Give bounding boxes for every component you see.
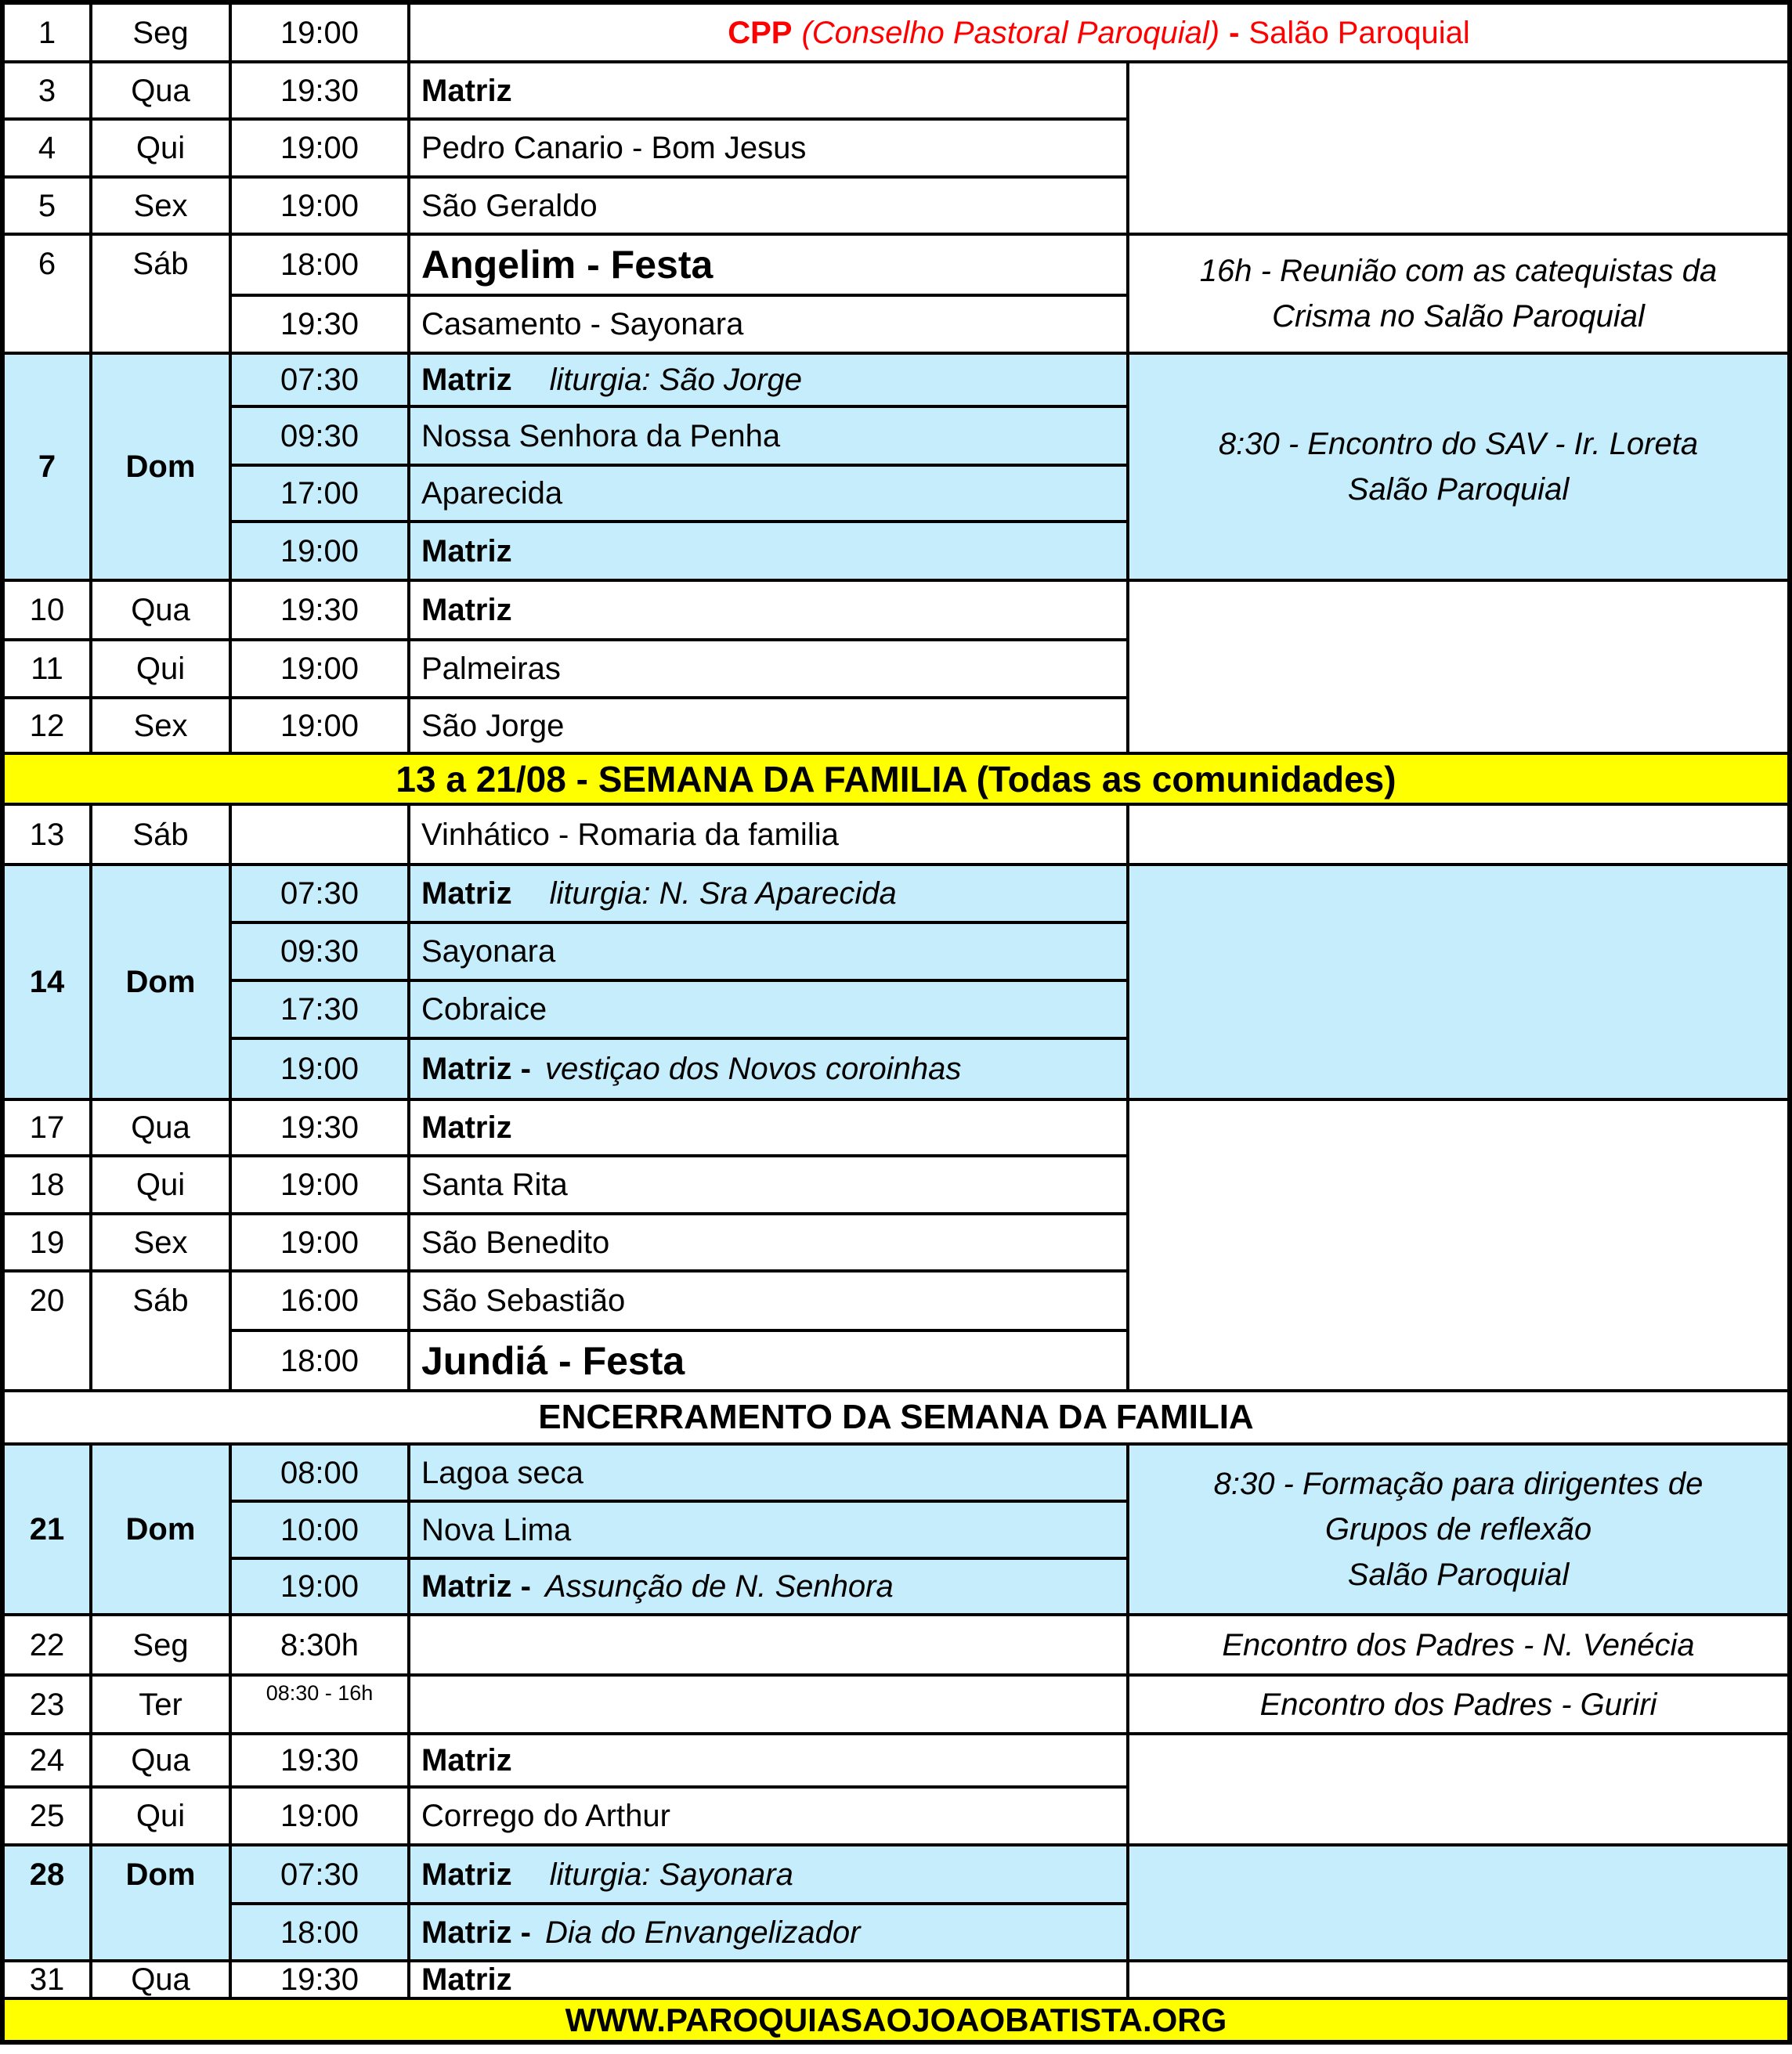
notes-empty (1129, 866, 1787, 1101)
event: Lagoa seca (410, 1446, 1129, 1503)
note-line: Crisma no Salão Paroquial (1272, 299, 1645, 334)
time: 19:00 (232, 5, 410, 63)
time: 09:30 (232, 924, 410, 982)
day-number: 18 (5, 1157, 92, 1215)
website-banner: WWW.PAROQUIASAOJOAOBATISTA.ORG (5, 2000, 1787, 2040)
event (410, 1560, 1129, 1616)
time: 08:30 - 16h (232, 1677, 410, 1735)
notes-empty (1129, 1962, 1787, 2000)
day-number: 5 (5, 179, 92, 236)
time: 8:30h (232, 1616, 410, 1677)
notes-empty (1129, 1735, 1787, 1846)
day-number: 11 (5, 641, 92, 699)
day-number: 1 (5, 5, 92, 63)
day-number: 4 (5, 121, 92, 179)
event: Sayonara (410, 924, 1129, 982)
time: 19:00 (232, 641, 410, 699)
event: Angelim - Festa (410, 236, 1129, 297)
time: 19:00 (232, 1215, 410, 1272)
event-main: Matriz - (421, 1915, 531, 1950)
event: Nossa Senhora da Penha (410, 408, 1129, 467)
day-number: 22 (5, 1616, 92, 1677)
event-detail: liturgia: São Jorge (549, 363, 802, 397)
event: Vinhático - Romaria da familia (410, 806, 1129, 866)
day-number: 10 (5, 582, 92, 641)
time: 19:00 (232, 1040, 410, 1101)
event: Corrego do Arthur (410, 1789, 1129, 1846)
event: Matriz (410, 523, 1129, 582)
notes-empty (1129, 1101, 1787, 1392)
event-main: Matriz - (421, 1052, 531, 1086)
time: 10:00 (232, 1503, 410, 1560)
time: 18:00 (232, 1905, 410, 1962)
event: Santa Rita (410, 1157, 1129, 1215)
day-number: 19 (5, 1215, 92, 1272)
weekday: Seg (92, 5, 232, 63)
cpp-paren: (Conselho Pastoral Paroquial) (801, 15, 1220, 50)
day-number: 21 (5, 1446, 92, 1616)
event (410, 355, 1129, 408)
time: 07:30 (232, 866, 410, 924)
notes-empty (1129, 63, 1787, 236)
event-main: Matriz (421, 1857, 512, 1892)
cpp-place: Salão Paroquial (1248, 15, 1470, 50)
day-number: 25 (5, 1789, 92, 1846)
event: São Geraldo (410, 179, 1129, 236)
time: 17:30 (232, 982, 410, 1040)
weekday: Ter (92, 1677, 232, 1735)
day-number: 23 (5, 1677, 92, 1735)
time: 19:30 (232, 297, 410, 355)
weekday: Dom (92, 355, 232, 582)
weekday: Sáb (92, 806, 232, 866)
event: Matriz (410, 582, 1129, 641)
weekday: Dom (92, 1446, 232, 1616)
weekday: Qui (92, 1789, 232, 1846)
event (410, 1677, 1129, 1735)
notes (1129, 236, 1787, 355)
weekday: Qui (92, 641, 232, 699)
event-main: Matriz (421, 876, 512, 911)
notes (1129, 1677, 1787, 1735)
event (410, 1905, 1129, 1962)
encerramento-banner: ENCERRAMENTO DA SEMANA DA FAMILIA (5, 1392, 1787, 1446)
cpp-dash: - (1229, 15, 1240, 50)
event: São Jorge (410, 699, 1129, 755)
time: 16:00 (232, 1272, 410, 1332)
time: 19:30 (232, 1101, 410, 1157)
time: 19:00 (232, 121, 410, 179)
weekday: Sex (92, 179, 232, 236)
time: 19:00 (232, 523, 410, 582)
event: Pedro Canario - Bom Jesus (410, 121, 1129, 179)
notes-empty (1129, 806, 1787, 866)
time: 18:00 (232, 1332, 410, 1392)
event-detail: vestiçao dos Novos coroinhas (545, 1052, 962, 1086)
event (410, 866, 1129, 924)
note-line: 8:30 - Formação para dirigentes de (1213, 1467, 1703, 1501)
time: 07:30 (232, 355, 410, 408)
day-number: 6 (5, 236, 92, 355)
time: 19:30 (232, 63, 410, 121)
cpp-announcement (410, 5, 1787, 63)
semana-da-familia-banner: 13 a 21/08 - SEMANA DA FAMILIA (Todas as comunidades) (5, 755, 1787, 806)
weekday: Qui (92, 1157, 232, 1215)
weekday: Dom (92, 866, 232, 1101)
event: Matriz (410, 63, 1129, 121)
event (410, 1846, 1129, 1905)
note-line: 8:30 - Encontro do SAV - Ir. Loreta (1218, 427, 1699, 461)
notes (1129, 355, 1787, 582)
event-detail: Dia do Envangelizador (545, 1915, 861, 1950)
note-line: Salão Paroquial (1347, 1558, 1570, 1592)
notes (1129, 1616, 1787, 1677)
event: Nova Lima (410, 1503, 1129, 1560)
weekday: Dom (92, 1846, 232, 1962)
day-number: 31 (5, 1962, 92, 2000)
time: 19:00 (232, 699, 410, 755)
day-number: 12 (5, 699, 92, 755)
day-number: 20 (5, 1272, 92, 1392)
day-number: 28 (5, 1846, 92, 1962)
day-number: 24 (5, 1735, 92, 1789)
weekday: Seg (92, 1616, 232, 1677)
note-line: Salão Paroquial (1347, 472, 1570, 507)
event: Aparecida (410, 467, 1129, 523)
notes-empty (1129, 582, 1787, 755)
day-number: 13 (5, 806, 92, 866)
time: 19:00 (232, 179, 410, 236)
day-number: 17 (5, 1101, 92, 1157)
weekday: Qua (92, 1962, 232, 2000)
time: 08:00 (232, 1446, 410, 1503)
note-line: Encontro dos Padres - Guriri (1259, 1687, 1657, 1722)
weekday: Qua (92, 63, 232, 121)
weekday: Qua (92, 1101, 232, 1157)
cpp-abbr: CPP (728, 15, 793, 50)
time: 19:00 (232, 1789, 410, 1846)
note-line: 16h - Reunião com as catequistas da (1199, 254, 1718, 288)
event: São Benedito (410, 1215, 1129, 1272)
time: 19:30 (232, 1735, 410, 1789)
event-detail: liturgia: Sayonara (549, 1857, 793, 1892)
weekday: Sáb (92, 1272, 232, 1392)
note-line: Grupos de reflexão (1324, 1512, 1592, 1547)
event-main: Matriz - (421, 1569, 531, 1604)
event: Matriz (410, 1101, 1129, 1157)
notes (1129, 1446, 1787, 1616)
event (410, 1616, 1129, 1677)
event: Palmeiras (410, 641, 1129, 699)
weekday: Sex (92, 1215, 232, 1272)
event (410, 1040, 1129, 1101)
day-number: 3 (5, 63, 92, 121)
event-detail: Assunção de N. Senhora (545, 1569, 894, 1604)
weekday: Qui (92, 121, 232, 179)
event: Matriz (410, 1735, 1129, 1789)
weekday: Sáb (92, 236, 232, 355)
time: 19:30 (232, 582, 410, 641)
event: Cobraice (410, 982, 1129, 1040)
time: 19:30 (232, 1962, 410, 2000)
weekday: Qua (92, 1735, 232, 1789)
event: Casamento - Sayonara (410, 297, 1129, 355)
time: 17:00 (232, 467, 410, 523)
event-detail: liturgia: N. Sra Aparecida (549, 876, 897, 911)
event: Matriz (410, 1962, 1129, 2000)
event: São Sebastião (410, 1272, 1129, 1332)
time: 07:30 (232, 1846, 410, 1905)
time (232, 806, 410, 866)
note-line: Encontro dos Padres - N. Venécia (1222, 1627, 1695, 1662)
time: 09:30 (232, 408, 410, 467)
weekday: Sex (92, 699, 232, 755)
day-number: 7 (5, 355, 92, 582)
weekday: Qua (92, 582, 232, 641)
time: 19:00 (232, 1157, 410, 1215)
notes-empty (1129, 1846, 1787, 1962)
event: Jundiá - Festa (410, 1332, 1129, 1392)
event-main: Matriz (421, 363, 512, 397)
time: 18:00 (232, 236, 410, 297)
time: 19:00 (232, 1560, 410, 1616)
day-number: 14 (5, 866, 92, 1101)
